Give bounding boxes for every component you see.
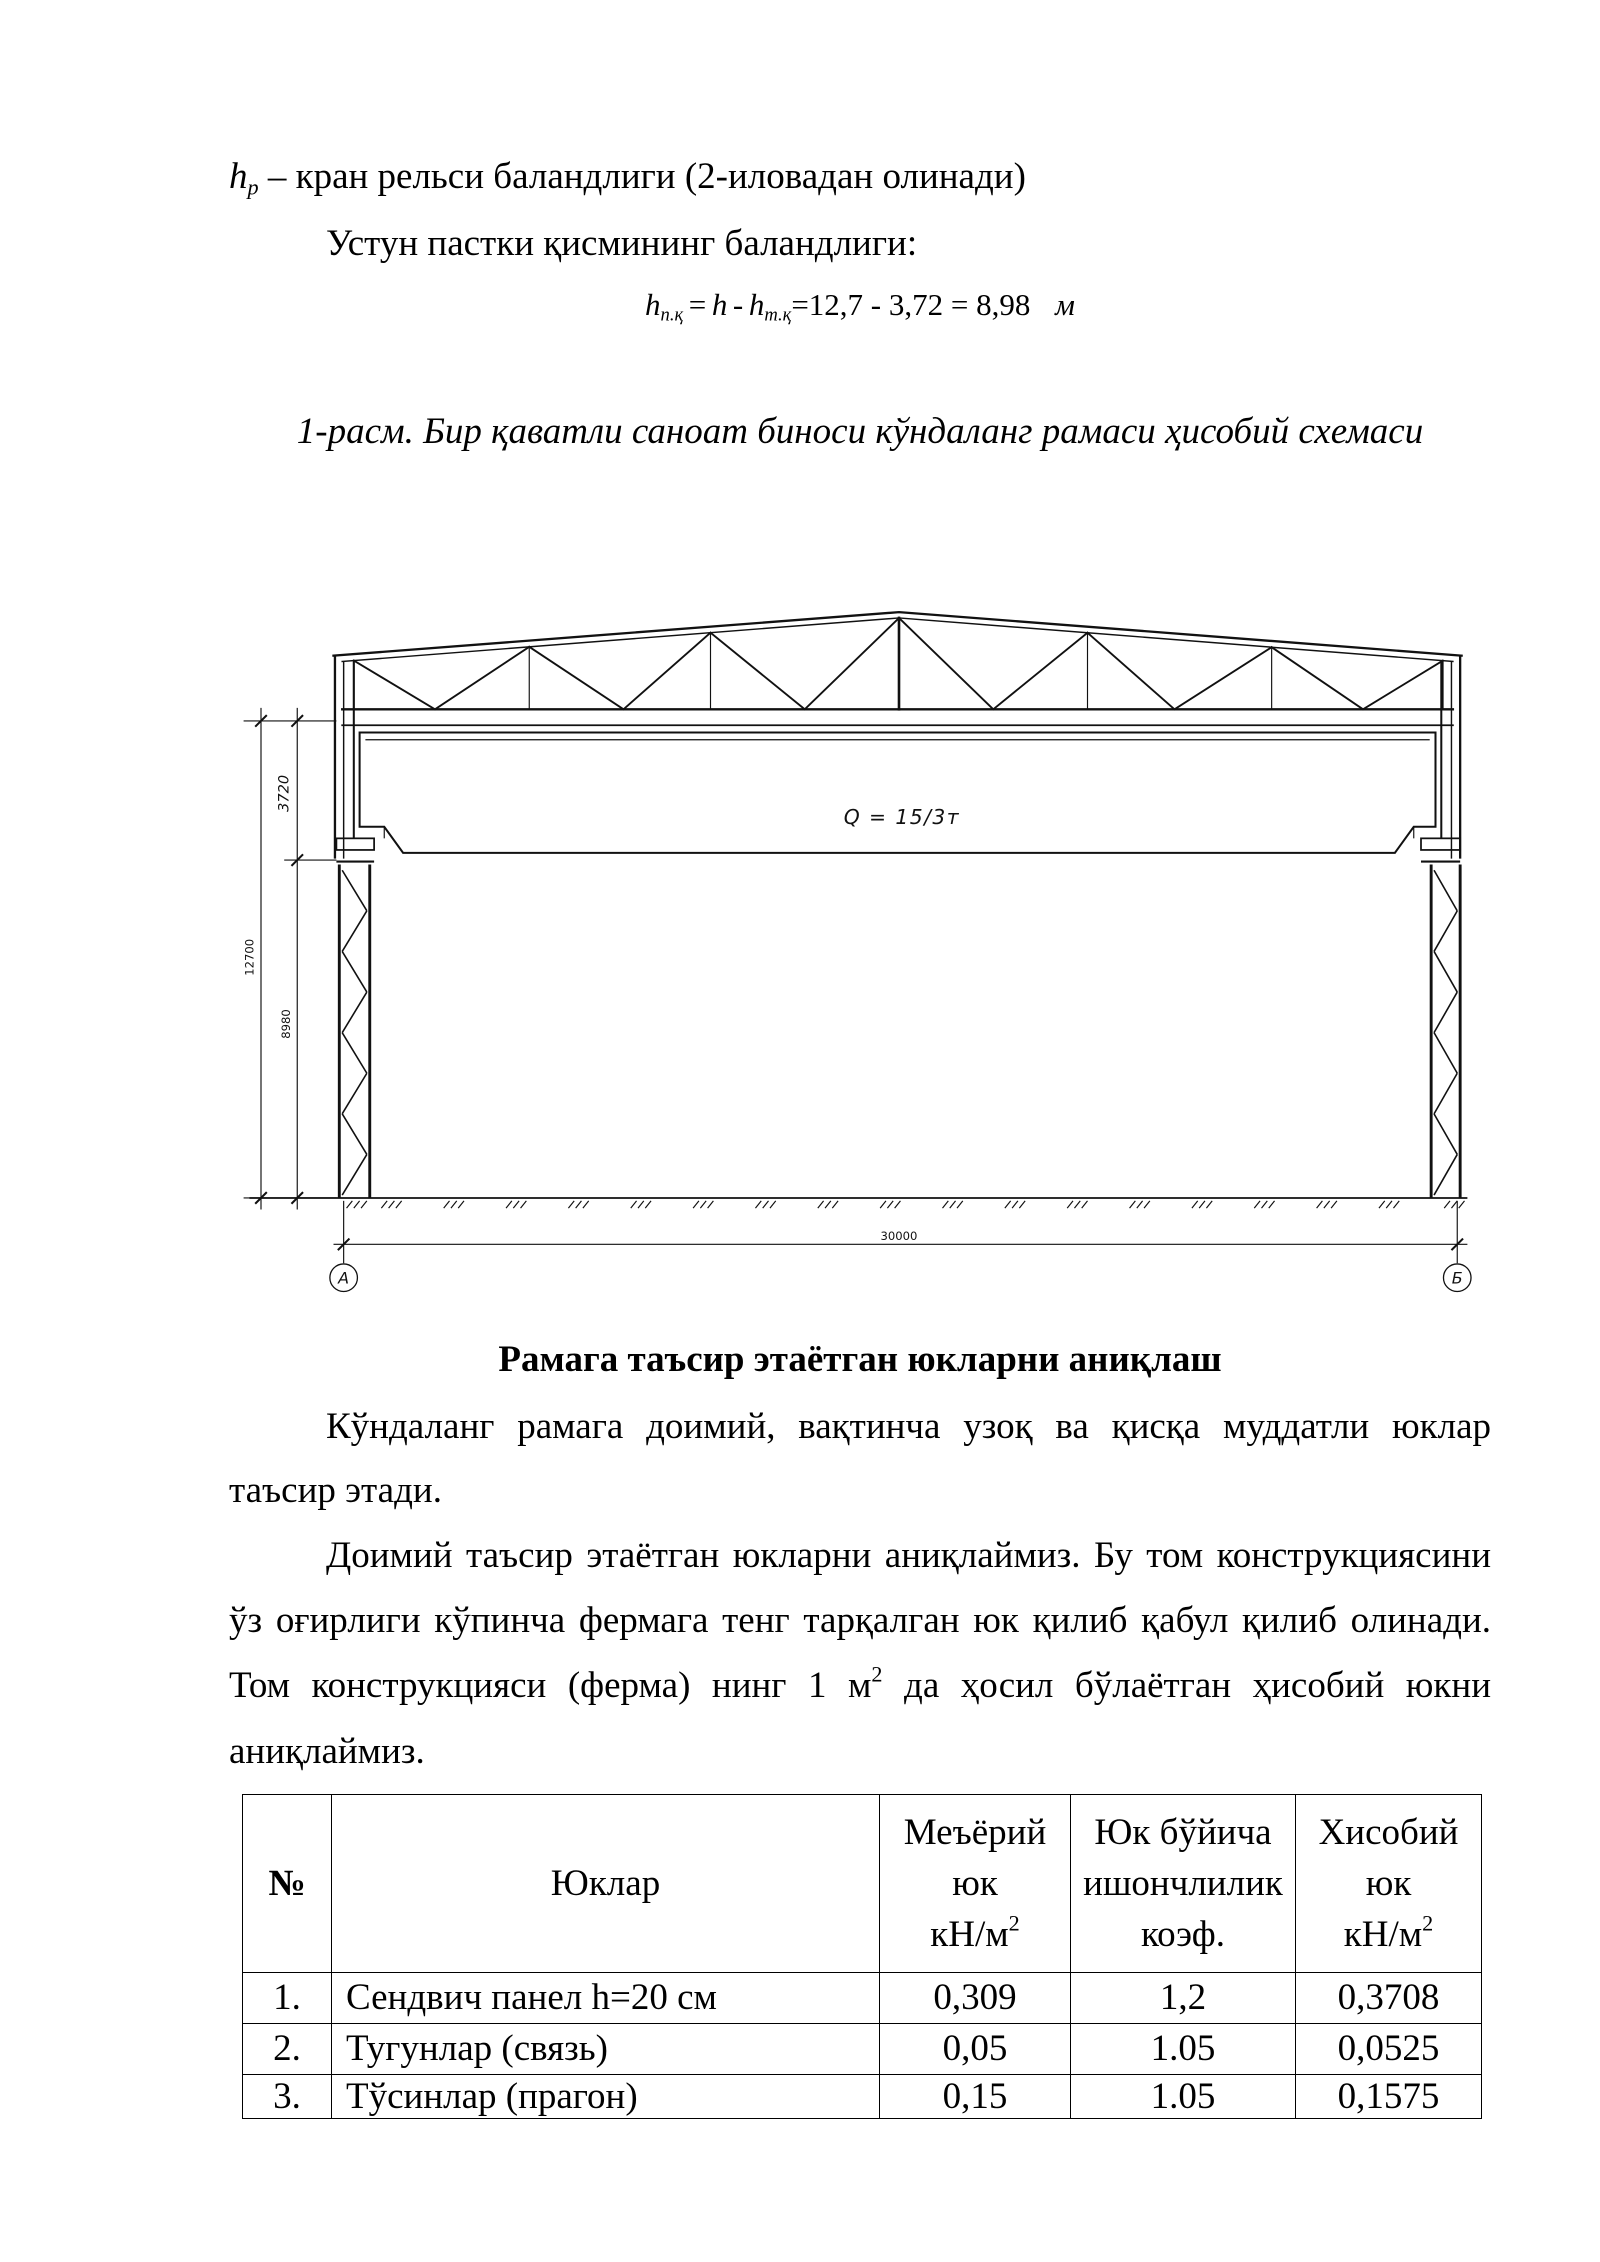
lattice-diagonal (1434, 951, 1457, 992)
lattice-diagonal (1434, 1154, 1457, 1195)
square-superscript: 2 (871, 1661, 883, 1687)
header-factor-line3: коэф. (1141, 1914, 1225, 1955)
ground-hatch-mark (1074, 1201, 1080, 1208)
row-reliability-factor: 1.05 (1071, 2024, 1296, 2075)
crane-rail-note (229, 152, 1026, 202)
lattice-diagonal (1434, 1073, 1457, 1114)
header-design-unit-text: кН/м (1343, 1914, 1423, 1955)
ground-hatch-mark (451, 1201, 457, 1208)
ground-hatch-mark (1067, 1201, 1073, 1208)
axis-label-b: Б (1451, 1268, 1463, 1288)
rail-height-subscript: р (247, 174, 259, 200)
paragraph2-line1: Доимий таъсир этаётган юкларни аниқлаймиз. Бу том конструкциясини (326, 1535, 1491, 1576)
header-number: № (243, 1795, 332, 1973)
ground-hatch-mark (361, 1201, 367, 1208)
paragraph1-line2: таъсир этади. (229, 1470, 442, 1511)
lattice-diagonal (342, 992, 367, 1033)
ground-hatch-mark (818, 1201, 824, 1208)
formula-term: h (711, 287, 728, 322)
ground-hatch-mark (389, 1201, 395, 1208)
paragraph2-line3-start: Том конструкцияси (ферма) нинг 1 м (229, 1665, 872, 1706)
lattice-diagonal (1434, 870, 1457, 911)
ground (249, 1198, 1467, 1208)
header-design-line1: Хисобий (1318, 1812, 1459, 1853)
formula-unit: м (1055, 287, 1075, 322)
ground-hatch-mark (1144, 1201, 1150, 1208)
frame-drawing (232, 602, 1479, 1298)
truss-diagonal (993, 633, 1087, 710)
ground-hatch-mark (1262, 1201, 1268, 1208)
header-normative-line2: юк (952, 1863, 998, 1904)
ground-hatch-mark (645, 1201, 651, 1208)
header-normative-unit-sup: 2 (1008, 1910, 1020, 1936)
ground-hatch-mark (568, 1201, 574, 1208)
ground-hatch-mark (1082, 1201, 1088, 1208)
row-number: 2. (243, 2024, 332, 2075)
truss-diagonal (624, 633, 711, 710)
ground-hatch-mark (1379, 1201, 1385, 1208)
lattice-diagonal (1434, 992, 1457, 1033)
formula-minus: - (732, 287, 744, 322)
row-load-name: Тўсинлар (прагон) (332, 2075, 880, 2119)
lattice-diagonal (342, 870, 367, 911)
truss-web (354, 618, 1443, 709)
header-design-load (1296, 1795, 1482, 1973)
formula-equals: = (688, 287, 707, 322)
ground-hatch-mark (1444, 1201, 1450, 1208)
ground-hatch-mark (763, 1201, 769, 1208)
truss-diagonal (1272, 647, 1363, 709)
left-column-lattice (342, 870, 367, 1195)
header-design-unit (1296, 1909, 1481, 1960)
dimension-total-height: 12700 (242, 938, 257, 976)
truss-diagonal (529, 647, 623, 709)
ground-hatch-mark (770, 1201, 776, 1208)
ground-hatch-mark (396, 1201, 402, 1208)
row-design-load: 0,1575 (1296, 2075, 1482, 2119)
row-normative-load: 0,05 (880, 2024, 1071, 2075)
ground-hatch-mark (1005, 1201, 1011, 1208)
ground-hatch-mark (693, 1201, 699, 1208)
ground-hatch-mark (832, 1201, 838, 1208)
ground-hatch-mark (1317, 1201, 1323, 1208)
ground-hatch-mark (887, 1201, 893, 1208)
ground-hatch-mark (1254, 1201, 1260, 1208)
header-design-line2: юк (1365, 1863, 1412, 1904)
dimension-span: 30000 (880, 1229, 918, 1243)
lattice-diagonal (1434, 911, 1457, 952)
crane-capacity-label: Q = 15/3т (843, 804, 961, 829)
header-factor-line1: Юк бўйича (1094, 1812, 1272, 1853)
dimension-upper-column-height: 3720 (276, 774, 293, 812)
ground-hatch-mark (444, 1201, 450, 1208)
axis-label-a: А (338, 1268, 350, 1288)
height-formula (229, 280, 1491, 330)
row-load-name: Сендвич панел h=20 см (332, 1973, 880, 2024)
ground-hatch-mark (354, 1201, 360, 1208)
formula-term2: h (748, 287, 765, 322)
row-load-name: Тугунлар (связь) (332, 2024, 880, 2075)
ground-hatch-mark (1019, 1201, 1025, 1208)
ground-hatch-mark (1130, 1201, 1136, 1208)
ground-hatch-mark (347, 1201, 353, 1208)
formula-sub-left: п.қ (660, 304, 684, 326)
lattice-diagonal (342, 1114, 367, 1155)
ground-hatch-mark (700, 1201, 706, 1208)
header-normative-unit-text: кН/м (930, 1914, 1009, 1955)
lattice-diagonal (1434, 1114, 1457, 1155)
header-factor-line2: ишончлилик (1083, 1863, 1283, 1904)
ground-hatch-mark (1451, 1201, 1457, 1208)
right-column-lattice (1434, 870, 1457, 1195)
table-row (243, 2024, 1482, 2075)
crane-bridge-outline (360, 733, 1436, 853)
ground-hatch-mark (950, 1201, 956, 1208)
truss-diagonal (805, 618, 899, 709)
ground-hatch-mark (825, 1201, 831, 1208)
ground-hatch-mark (880, 1201, 886, 1208)
roof-truss (334, 612, 1462, 725)
truss-diagonal (899, 618, 993, 709)
right-column (1421, 656, 1460, 1198)
paragraph2-line3-end: да ҳосил бўлаётган ҳисобий юкни (882, 1665, 1491, 1706)
ground-hatch-mark (957, 1201, 963, 1208)
lattice-diagonal (342, 1073, 367, 1114)
ground-hatch-mark (1459, 1201, 1465, 1208)
dimension-lower-column-height: 8980 (278, 1009, 293, 1039)
truss-diagonal (435, 647, 529, 709)
paragraph2-line3 (229, 1661, 1491, 1711)
left-crane-console (336, 838, 374, 850)
ground-hatch-mark (506, 1201, 512, 1208)
ground-hatch-mark (1386, 1201, 1392, 1208)
ground-hatch-mark (1137, 1201, 1143, 1208)
left-column (335, 656, 374, 1198)
ground-hatch-mark (1199, 1201, 1205, 1208)
row-design-load: 0,0525 (1296, 2024, 1482, 2075)
ground-hatch-mark (576, 1201, 582, 1208)
right-crane-console (1421, 838, 1460, 850)
ground-hatch-mark (381, 1201, 387, 1208)
lattice-diagonal (342, 1154, 367, 1195)
ground-hatch-mark (521, 1201, 527, 1208)
row-normative-load: 0,15 (880, 2075, 1071, 2119)
loads-table (242, 1794, 1482, 2119)
section-heading: Рамага таъсир этаётган юкларни аниқлаш (498, 1339, 1222, 1380)
header-design-unit-sup: 2 (1422, 1910, 1434, 1936)
paragraph1-line1: Кўндаланг рамага доимий, вақтинча узоқ ва қисқа муддатли юклар (326, 1406, 1491, 1447)
ground-hatch-mark (583, 1201, 589, 1208)
ground-hatch-mark (708, 1201, 714, 1208)
formula-calculation: =12,7 - 3,72 = 8,98 (791, 287, 1031, 322)
header-normative-unit (880, 1909, 1070, 1960)
lattice-diagonal (342, 911, 367, 952)
row-number: 3. (243, 2075, 332, 2119)
rail-height-description: – кран рельси баландлиги (2-иловадан олинади) (258, 156, 1026, 197)
ground-hatch-mark (1192, 1201, 1198, 1208)
figure-caption: 1-расм. Бир қаватли саноат биноси кўндаланг рамаси ҳисобий схемаси (296, 411, 1424, 452)
lattice-diagonal (342, 951, 367, 992)
table-header-row (243, 1795, 1482, 1973)
ground-hatch-mark (638, 1201, 644, 1208)
truss-diagonal (1363, 661, 1443, 710)
row-reliability-factor: 1.05 (1071, 2075, 1296, 2119)
rail-height-symbol: h (229, 156, 248, 197)
row-number: 1. (243, 1973, 332, 2024)
column-lower-height-label: Устун пастки қисмининг баландлиги: (326, 223, 918, 264)
ground-hatch-mark (513, 1201, 519, 1208)
formula-symbol: h (645, 287, 661, 322)
ground-hatch-mark (458, 1201, 464, 1208)
ground-hatch-mark (1206, 1201, 1212, 1208)
paragraph2-line4: аниқлаймиз. (229, 1731, 425, 1772)
paragraph2-line2: ўз оғирлиги кўпинча фермага тенг тарқалган юк қилиб қабул қилиб олинади. (229, 1600, 1491, 1641)
header-reliability-factor (1071, 1795, 1296, 1973)
ground-hatch-mark (1393, 1201, 1399, 1208)
formula-sub-right: т.қ (764, 304, 792, 326)
lattice-diagonal (342, 1033, 367, 1074)
ground-hatch-mark (1331, 1201, 1337, 1208)
table-row (243, 1973, 1482, 2024)
header-normative-line1: Меъёрий (903, 1812, 1047, 1853)
ground-hatch-mark (755, 1201, 761, 1208)
ground-hatch-mark (631, 1201, 637, 1208)
truss-diagonal (1088, 633, 1175, 710)
header-loads: Юклар (332, 1795, 880, 1973)
row-normative-load: 0,309 (880, 1973, 1071, 2024)
ground-hatch-mark (1012, 1201, 1018, 1208)
span-dimension (330, 1201, 1471, 1292)
ground-hatch-mark (943, 1201, 949, 1208)
lattice-diagonal (1434, 1033, 1457, 1074)
ground-hatch-mark (895, 1201, 901, 1208)
ground-hatching (347, 1201, 1465, 1208)
header-normative-load (880, 1795, 1071, 1973)
truss-diagonal (354, 661, 435, 710)
row-reliability-factor: 1,2 (1071, 1973, 1296, 2024)
row-design-load: 0,3708 (1296, 1973, 1482, 2024)
truss-top-chord-inner (342, 618, 1453, 662)
crane-bridge (360, 733, 1436, 853)
truss-diagonal (711, 633, 805, 710)
ground-hatch-mark (1324, 1201, 1330, 1208)
table-row (243, 2075, 1482, 2119)
ground-hatch-mark (1269, 1201, 1275, 1208)
truss-diagonal (1175, 647, 1272, 709)
